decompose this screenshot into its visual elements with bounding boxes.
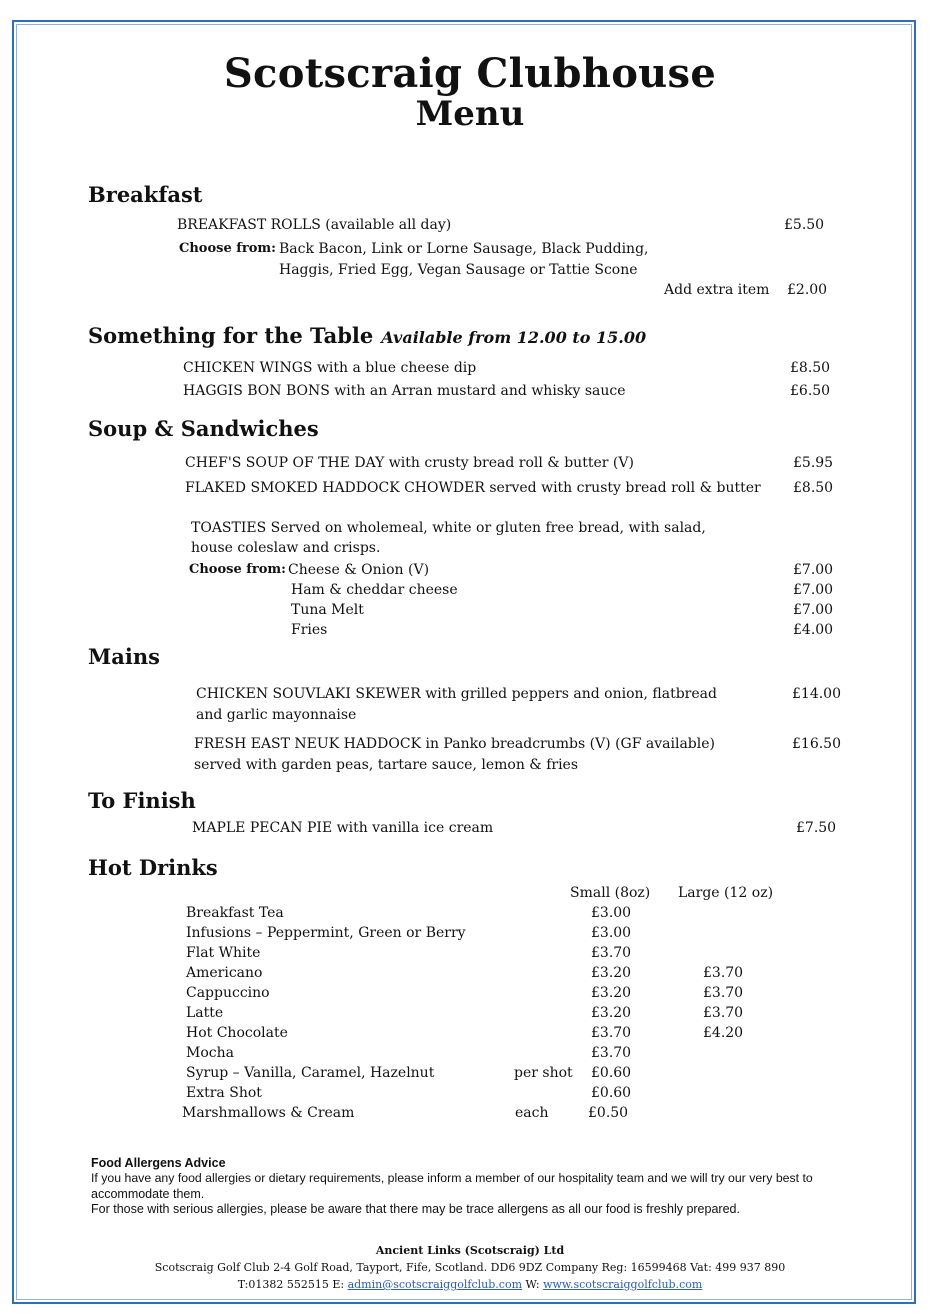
drink-name: Hot Chocolate — [186, 1025, 288, 1041]
drinks-col-small: Small (8oz) — [570, 885, 651, 901]
item-name: CHEF'S SOUP OF THE DAY — [185, 455, 385, 471]
footer-address: Scotscraig Golf Club 2-4 Golf Road, Tayport, Fife, Scotland. DD6 9DZ Company Reg: 16599468 Vat: 499 937 890 — [154, 1261, 786, 1274]
drink-small-price: £3.70 — [591, 1025, 632, 1041]
item-desc-line2: served with garden peas, tartare sauce, lemon & fries — [194, 757, 579, 773]
filling-name: Fries — [291, 622, 328, 638]
menu-item — [194, 736, 715, 752]
drinks-col-large: Large (12 oz) — [678, 885, 774, 901]
toasties-line2: house coleslaw and crisps. — [191, 540, 381, 556]
drink-name: Cappuccino — [186, 985, 270, 1001]
filling-price: £4.00 — [793, 622, 834, 638]
item-desc: with an Arran mustard and whisky sauce — [329, 383, 626, 399]
item-desc: with vanilla ice cream — [332, 820, 494, 836]
item-name: CHICKEN WINGS — [183, 360, 313, 376]
footer-web-label: W: — [522, 1278, 544, 1291]
item-price: £14.00 — [792, 686, 841, 702]
footer-phone: T:01382 552515 E: — [237, 1278, 348, 1291]
breakfast-choose-line2: Haggis, Fried Egg, Vegan Sausage or Tattie Scone — [279, 262, 638, 278]
breakfast-extra-label: Add extra item — [664, 282, 770, 298]
drink-unit: each — [515, 1105, 549, 1121]
drink-name: Marshmallows & Cream — [182, 1105, 355, 1121]
allergens-heading: Food Allergens Advice — [91, 1156, 226, 1170]
drink-large-price: £3.70 — [703, 1005, 744, 1021]
item-name: HAGGIS BON BONS — [183, 383, 330, 399]
item-desc: with grilled peppers and onion, flatbread — [420, 686, 717, 702]
drink-small-price: £3.70 — [591, 1045, 632, 1061]
filling-price: £7.00 — [793, 582, 834, 598]
drink-small-price: £3.20 — [591, 1005, 632, 1021]
breakfast-rolls-price: £5.50 — [784, 217, 825, 233]
drinks-heading: Hot Drinks — [88, 855, 218, 880]
menu-item — [185, 455, 634, 471]
item-price: £8.50 — [793, 480, 834, 496]
toasties-desc: Served on wholemeal, white or gluten free bread, with salad, — [266, 520, 706, 536]
footer-web-link[interactable]: www.scotscraiggolfclub.com — [543, 1278, 703, 1291]
item-desc: with crusty bread roll & butter (V) — [384, 455, 634, 471]
item-price: £5.95 — [793, 455, 834, 471]
item-desc: served with crusty bread roll & butter — [484, 480, 761, 496]
soup-heading: Soup & Sandwiches — [88, 416, 319, 441]
table-heading: Something for the Table — [88, 323, 374, 348]
allergens-line1: If you have any food allergies or dietary requirements, please inform a member of our hospitality team and we will try our very best to — [91, 1171, 813, 1185]
drink-name: Syrup – Vanilla, Caramel, Hazelnut — [186, 1065, 435, 1081]
toasties-line — [191, 520, 706, 536]
toasties-choose-label: Choose from: — [189, 562, 286, 577]
menu-item — [196, 686, 717, 702]
item-name: FRESH EAST NEUK HADDOCK — [194, 736, 422, 752]
menu-item — [192, 820, 493, 836]
drink-name: Breakfast Tea — [186, 905, 284, 921]
drink-small-price: £3.20 — [591, 985, 632, 1001]
item-desc: with a blue cheese dip — [312, 360, 477, 376]
item-price: £6.50 — [790, 383, 831, 399]
breakfast-extra-price: £2.00 — [787, 282, 828, 298]
drink-small-price: £3.20 — [591, 965, 632, 981]
drink-small-price: £3.70 — [591, 945, 632, 961]
menu-item — [183, 360, 476, 376]
drink-small-price: £0.50 — [588, 1105, 629, 1121]
menu-item — [183, 383, 626, 399]
drink-name: Flat White — [186, 945, 261, 961]
drink-large-price: £3.70 — [703, 985, 744, 1001]
filling-name: Ham & cheddar cheese — [291, 582, 458, 598]
item-desc-line2: and garlic mayonnaise — [196, 707, 357, 723]
item-price: £7.50 — [796, 820, 837, 836]
drink-small-price: £0.60 — [591, 1085, 632, 1101]
finish-heading: To Finish — [88, 788, 196, 813]
allergens-line2: accommodate them. — [91, 1187, 205, 1201]
breakfast-rolls: BREAKFAST ROLLS (available all day) — [177, 217, 452, 233]
drink-large-price: £4.20 — [703, 1025, 744, 1041]
drink-unit: per shot — [514, 1065, 573, 1081]
drink-large-price: £3.70 — [703, 965, 744, 981]
filling-price: £7.00 — [793, 602, 834, 618]
item-price: £16.50 — [792, 736, 841, 752]
filling-price: £7.00 — [793, 562, 834, 578]
footer-company: Ancient Links (Scotscraig) Ltd — [375, 1244, 565, 1257]
footer-email-link[interactable]: admin@scotscraiggolfclub.com — [347, 1278, 522, 1291]
breakfast-choose-line1: Back Bacon, Link or Lorne Sausage, Black Pudding, — [279, 241, 649, 257]
drink-name: Mocha — [186, 1045, 234, 1061]
toasties-name: TOASTIES — [191, 520, 267, 536]
breakfast-choose-label: Choose from: — [179, 241, 276, 256]
drink-name: Americano — [186, 965, 263, 981]
item-price: £8.50 — [790, 360, 831, 376]
filling-name: Cheese & Onion (V) — [288, 562, 430, 578]
allergens-line3: For those with serious allergies, please be aware that there may be trace allergens as all our food is freshly prepared. — [91, 1202, 740, 1216]
drink-small-price: £3.00 — [591, 925, 632, 941]
filling-name: Tuna Melt — [291, 602, 364, 618]
page-title: Scotscraig Clubhouse — [223, 50, 717, 97]
item-name: MAPLE PECAN PIE — [192, 820, 333, 836]
drink-name: Extra Shot — [186, 1085, 262, 1101]
menu-item — [185, 480, 761, 496]
drink-name: Infusions – Peppermint, Green or Berry — [186, 925, 466, 941]
item-name: CHICKEN SOUVLAKI SKEWER — [196, 686, 421, 702]
footer-contact — [0, 1278, 940, 1291]
item-desc: in Panko breadcrumbs (V) (GF available) — [421, 736, 715, 752]
mains-heading: Mains — [88, 644, 160, 669]
drink-small-price: £0.60 — [591, 1065, 632, 1081]
table-availability: Available from 12.00 to 15.00 — [381, 328, 647, 347]
drink-small-price: £3.00 — [591, 905, 632, 921]
drink-name: Latte — [186, 1005, 224, 1021]
page-subtitle: Menu — [415, 94, 525, 134]
item-name: FLAKED SMOKED HADDOCK CHOWDER — [185, 480, 485, 496]
table-heading-row — [88, 323, 646, 348]
breakfast-heading: Breakfast — [88, 182, 203, 207]
